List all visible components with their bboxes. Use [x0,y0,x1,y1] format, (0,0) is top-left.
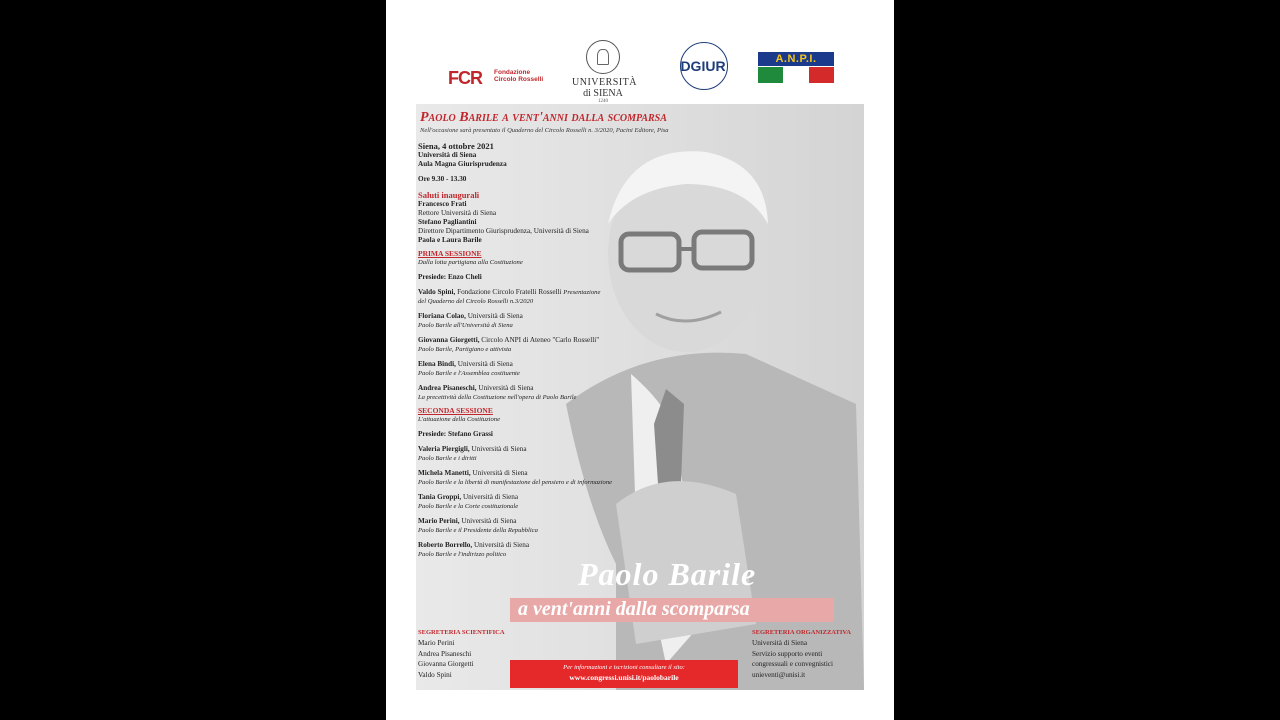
italian-flag-icon [758,67,834,83]
info-text: Per informazioni e iscrizioni consultare il sito: [563,664,685,671]
overlay-name: Paolo Barile [578,556,757,592]
event-poster [386,0,894,720]
segreteria-member: Giovanna Giorgetti [418,660,474,668]
talk-item [418,336,668,354]
talk-title: Paolo Barile e la Corte costituzionale [418,503,519,510]
segreteria-organizzativa [752,628,851,680]
overlay-subtitle-band [510,598,834,622]
talk-item [418,517,668,535]
logo-bar [386,0,894,104]
talk-speaker: Valdo Spini, [418,288,456,296]
segreteria-member: Valdo Spini [418,670,452,679]
talk-title: Paolo Barile e la libertà di manifestazione del pensiero e di informazione [418,479,613,486]
talk-speaker: Valeria Piergigli, [418,445,470,453]
talk-affiliation: Università di Siena [455,360,513,368]
talk-item [418,384,668,402]
talk-speaker: Michela Manetti, [418,469,471,477]
speaker-role: Direttore Dipartimento Giurisprudenza, Università di Siena [418,227,589,235]
speaker-name: Stefano Pagliantini [418,218,477,226]
info-box [510,660,738,688]
unisi-year: 1240 [598,99,608,104]
session2-label: SECONDA SESSIONE [418,406,493,415]
talk-speaker: Mario Perini, [418,517,460,525]
talk-affiliation: Università di Siena [465,312,523,320]
fcr-text: Fondazione Circolo Rosselli [494,69,544,83]
overlay-subtitle: a vent'anni dalla scomparsa [518,598,750,620]
talk-title: Paolo Barile, Partigiano e attivista [418,346,512,353]
session1-chair: Presiede: Enzo Cheli [418,273,482,281]
fondazione-rosselli-logo [448,68,544,88]
talk-title: Paolo Barile e il Presidente della Repubblica [418,527,538,534]
event-subtitle: Nell'occasione sarà presentato il Quaderno del Circolo Rosselli n. 3/2020, Pacini Editore, Pisa [420,127,669,134]
talk-affiliation: Università di Siena [469,445,527,453]
talk-affiliation: Fondazione Circolo Fratelli Rosselli [455,288,564,296]
segreteria-org-email[interactable]: unieventi@unisi.it [752,670,806,679]
talk-title: Paolo Barile e i diritti [418,455,477,462]
talk-item [418,493,668,511]
speaker-role: Rettore Università di Siena [418,209,497,217]
talk-affiliation: Università di Siena [470,469,528,477]
talk-item [418,445,668,463]
talk-speaker: Giovanna Giorgetti, [418,336,480,344]
talk-item [418,312,668,330]
talk-title: del Quaderno del Circolo Rosselli n.3/2020 [418,298,534,305]
segreteria-member: Andrea Pisaneschi [418,649,472,658]
segreteria-organizzativa-heading: SEGRETERIA ORGANIZZATIVA [752,629,851,636]
talk-speaker: Tania Groppi, [418,493,462,501]
talk-affiliation: Università di Siena [472,541,530,549]
dgiur-text: DGIUR [680,58,726,74]
saluti-heading: Saluti inaugurali [418,190,480,200]
talk-speaker: Roberto Borrello, [418,541,473,549]
event-date: Siena, 4 ottobre 2021 [418,141,494,151]
unisi-seal-icon [586,40,620,74]
event-venue-line1: Università di Siena [418,151,477,159]
anpi-text: A.N.P.I. [758,52,834,66]
session1-theme: Dalla lotta partigiana alla Costituzione [418,259,523,266]
talk-title-inline: Presentazione [563,289,601,296]
speaker-name: Francesco Frati [418,200,467,208]
unisi-name-line2: di SIENA [583,88,623,99]
talk-title: Paolo Barile e l'indirizzo politico [418,551,507,558]
universita-siena-logo [572,40,637,108]
talk-speaker: Floriana Colao, [418,312,466,320]
talk-title: Paolo Barile all'Università di Siena [418,322,513,329]
segreteria-org-line: Servizio supporto eventi [752,649,823,658]
program-body [418,141,668,559]
segreteria-scientifica [418,628,505,680]
session2-theme: L'attuazione della Costituzione [418,416,501,423]
session2-chair: Presiede: Stefano Grassi [418,430,493,438]
talk-speaker: Andrea Pisaneschi, [418,384,477,392]
talk-speaker: Elena Bindi, [418,360,456,368]
talk-item [418,469,668,487]
talk-affiliation: Università di Siena [461,493,519,501]
segreteria-member: Mario Perini [418,639,455,647]
fcr-mark: FCR [448,68,482,88]
talk-item [418,360,668,378]
speaker-name: Paola e Laura Barile [418,236,482,244]
segreteria-org-line: Università di Siena [752,639,808,647]
talk-affiliation: Università di Siena [459,517,517,525]
talk-affiliation: Università di Siena [476,384,534,392]
event-venue-line2: Aula Magna Giurisprudenza [418,160,507,168]
session1-label: PRIMA SESSIONE [418,249,482,258]
anpi-logo [758,52,834,84]
segreteria-scientifica-heading: SEGRETERIA SCIENTIFICA [418,629,505,636]
segreteria-org-line: congressuali e convegnistici [752,660,834,668]
talk-title: La precettività della Costituzione nell'opera di Paolo Barile [418,394,577,401]
talk-title: Paolo Barile e l'Assemblea costituente [418,370,520,377]
info-url-link[interactable]: www.congressi.unisi.it/paolobarile [569,673,679,682]
talk-item [418,288,668,306]
talk-affiliation: Circolo ANPI di Ateneo "Carlo Rosselli" [479,336,600,344]
dgiur-logo [674,42,732,92]
unisi-name-line1: UNIVERSITÀ [572,77,637,88]
event-time: Ore 9.30 - 13.30 [418,175,467,183]
event-title: Paolo Barile a vent'anni dalla scomparsa [420,110,667,125]
